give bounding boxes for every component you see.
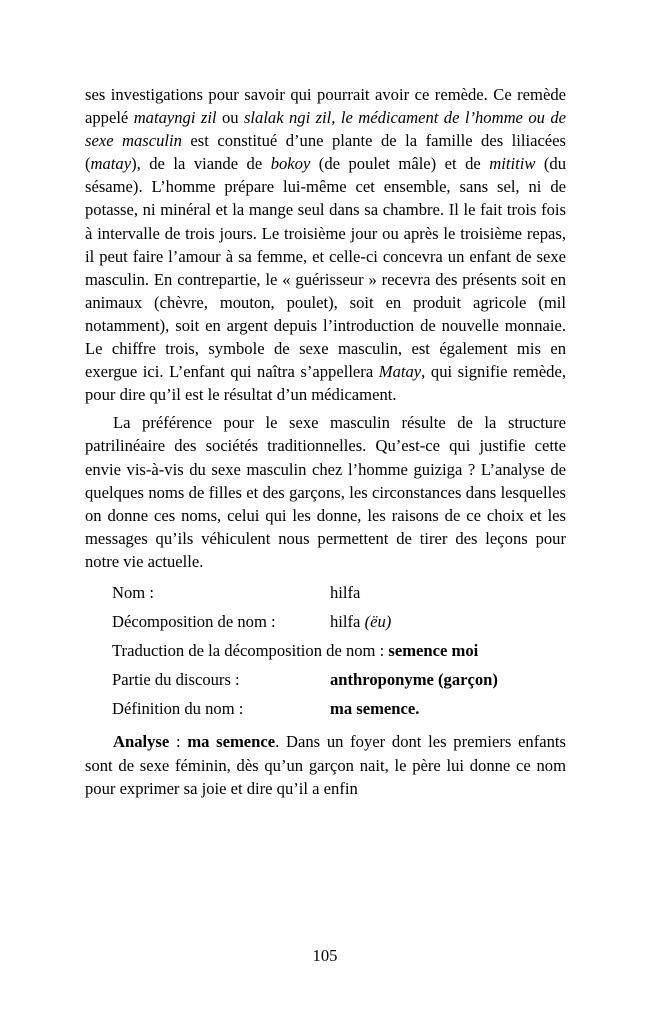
- def-label: Décomposition de nom :: [112, 612, 276, 632]
- text-segment-italic: slalak ngi zil: [243, 108, 332, 128]
- def-value-bold: ma semence.: [330, 699, 420, 719]
- def-row-name: [112, 581, 566, 604]
- paragraph-remedy: [85, 83, 566, 406]
- def-label: Nom :: [112, 582, 154, 602]
- text-segment: ), de la viande de: [131, 154, 271, 174]
- page-number: 105: [312, 946, 338, 965]
- text-segment: ses investigations pour savoir qui pourrait avoir ce remède. Ce remède appelé: [85, 85, 566, 128]
- text-segment-italic: bokoy: [270, 154, 311, 174]
- text-segment: ou: [216, 108, 244, 128]
- def-label: Définition du nom :: [112, 699, 244, 719]
- paragraph-analysis: [85, 730, 566, 799]
- text-segment: ,: [331, 108, 341, 128]
- def-value: hilfa: [330, 582, 361, 602]
- text-segment-italic: Matay: [378, 362, 422, 382]
- def-value: [330, 668, 566, 691]
- def-row-translation: [112, 639, 566, 662]
- def-label: Partie du discours :: [112, 670, 240, 690]
- text-segment-bold: ma semence: [187, 732, 276, 752]
- text-segment: hilfa: [330, 612, 365, 632]
- text-segment-italic: matayngi zil: [133, 108, 217, 128]
- text-segment-italic: (ëu): [364, 612, 392, 632]
- text-segment: . Dans un foyer dont les premiers enfants sont de sexe féminin, dès qu’un garçon nait, le père lui donne ce nom pour exprimer sa joie et dire qu’il a enfin: [85, 732, 566, 798]
- def-value-bold: semence moi: [388, 641, 479, 661]
- text-segment: :: [169, 732, 188, 752]
- def-row-part-of-speech: [112, 668, 566, 691]
- text-segment-italic: mititiw: [489, 154, 536, 174]
- def-row-decomposition: [112, 610, 566, 633]
- def-label: Traduction de la décomposition de nom :: [112, 641, 389, 661]
- name-definition-list: [85, 581, 566, 720]
- def-value: [330, 697, 566, 720]
- def-value-bold: anthroponyme (garçon): [330, 670, 498, 690]
- def-value: [330, 610, 566, 633]
- text-block: [85, 83, 566, 800]
- text-segment: (du sésame). L’homme prépare lui-même cet ensemble, sans sel, ni de potasse, ni minéral et la mange seul dans sa chambre. Il le fait trois fois à intervalle de trois jours. Le troisième jour ou après le troisième repas, il peut faire l’amour à sa femme, et celle-ci concevra un enfant de sexe masculin. En contrepartie, le « guérisseur » recevra des présents soit en animaux (chèvre, mouton, poulet), soit en produit agricole (mil notamment), soit en argent depuis l’introduction de nouvelle monnaie. Le chiffre trois, symbole de sexe masculin, est également mis en exergue ici. L’enfant qui naîtra s’appellera: [85, 154, 566, 382]
- text-segment-bold: Analyse: [113, 732, 170, 752]
- text-segment-italic: le médicament de l’homme ou de sexe masculin: [85, 108, 566, 151]
- text-segment-italic: matay: [90, 154, 132, 174]
- text-segment: , qui signifie remède, pour dire qu’il est le résultat d’un médicament.: [85, 362, 566, 405]
- paragraph-preference: La préférence pour le sexe masculin résulte de la structure patrilinéaire des sociétés traditionnelles. Qu’est-ce qui justifie cette envie vis-à-vis du sexe masculin chez l’homme guiziga ? L’analyse de quelques noms de filles et des garçons, les circonstances dans lesquelles on donne ces noms, celui qui les donne, les raisons de ce choix et les messages qu’ils véhiculent nous permettent de tirer des leçons pour notre vie actuelle.: [85, 413, 566, 571]
- text-segment: (de poulet mâle) et de: [310, 154, 490, 174]
- text-segment: est constitué d’une plante de la famille des liliacées (: [85, 131, 566, 174]
- def-row-definition: [112, 697, 566, 720]
